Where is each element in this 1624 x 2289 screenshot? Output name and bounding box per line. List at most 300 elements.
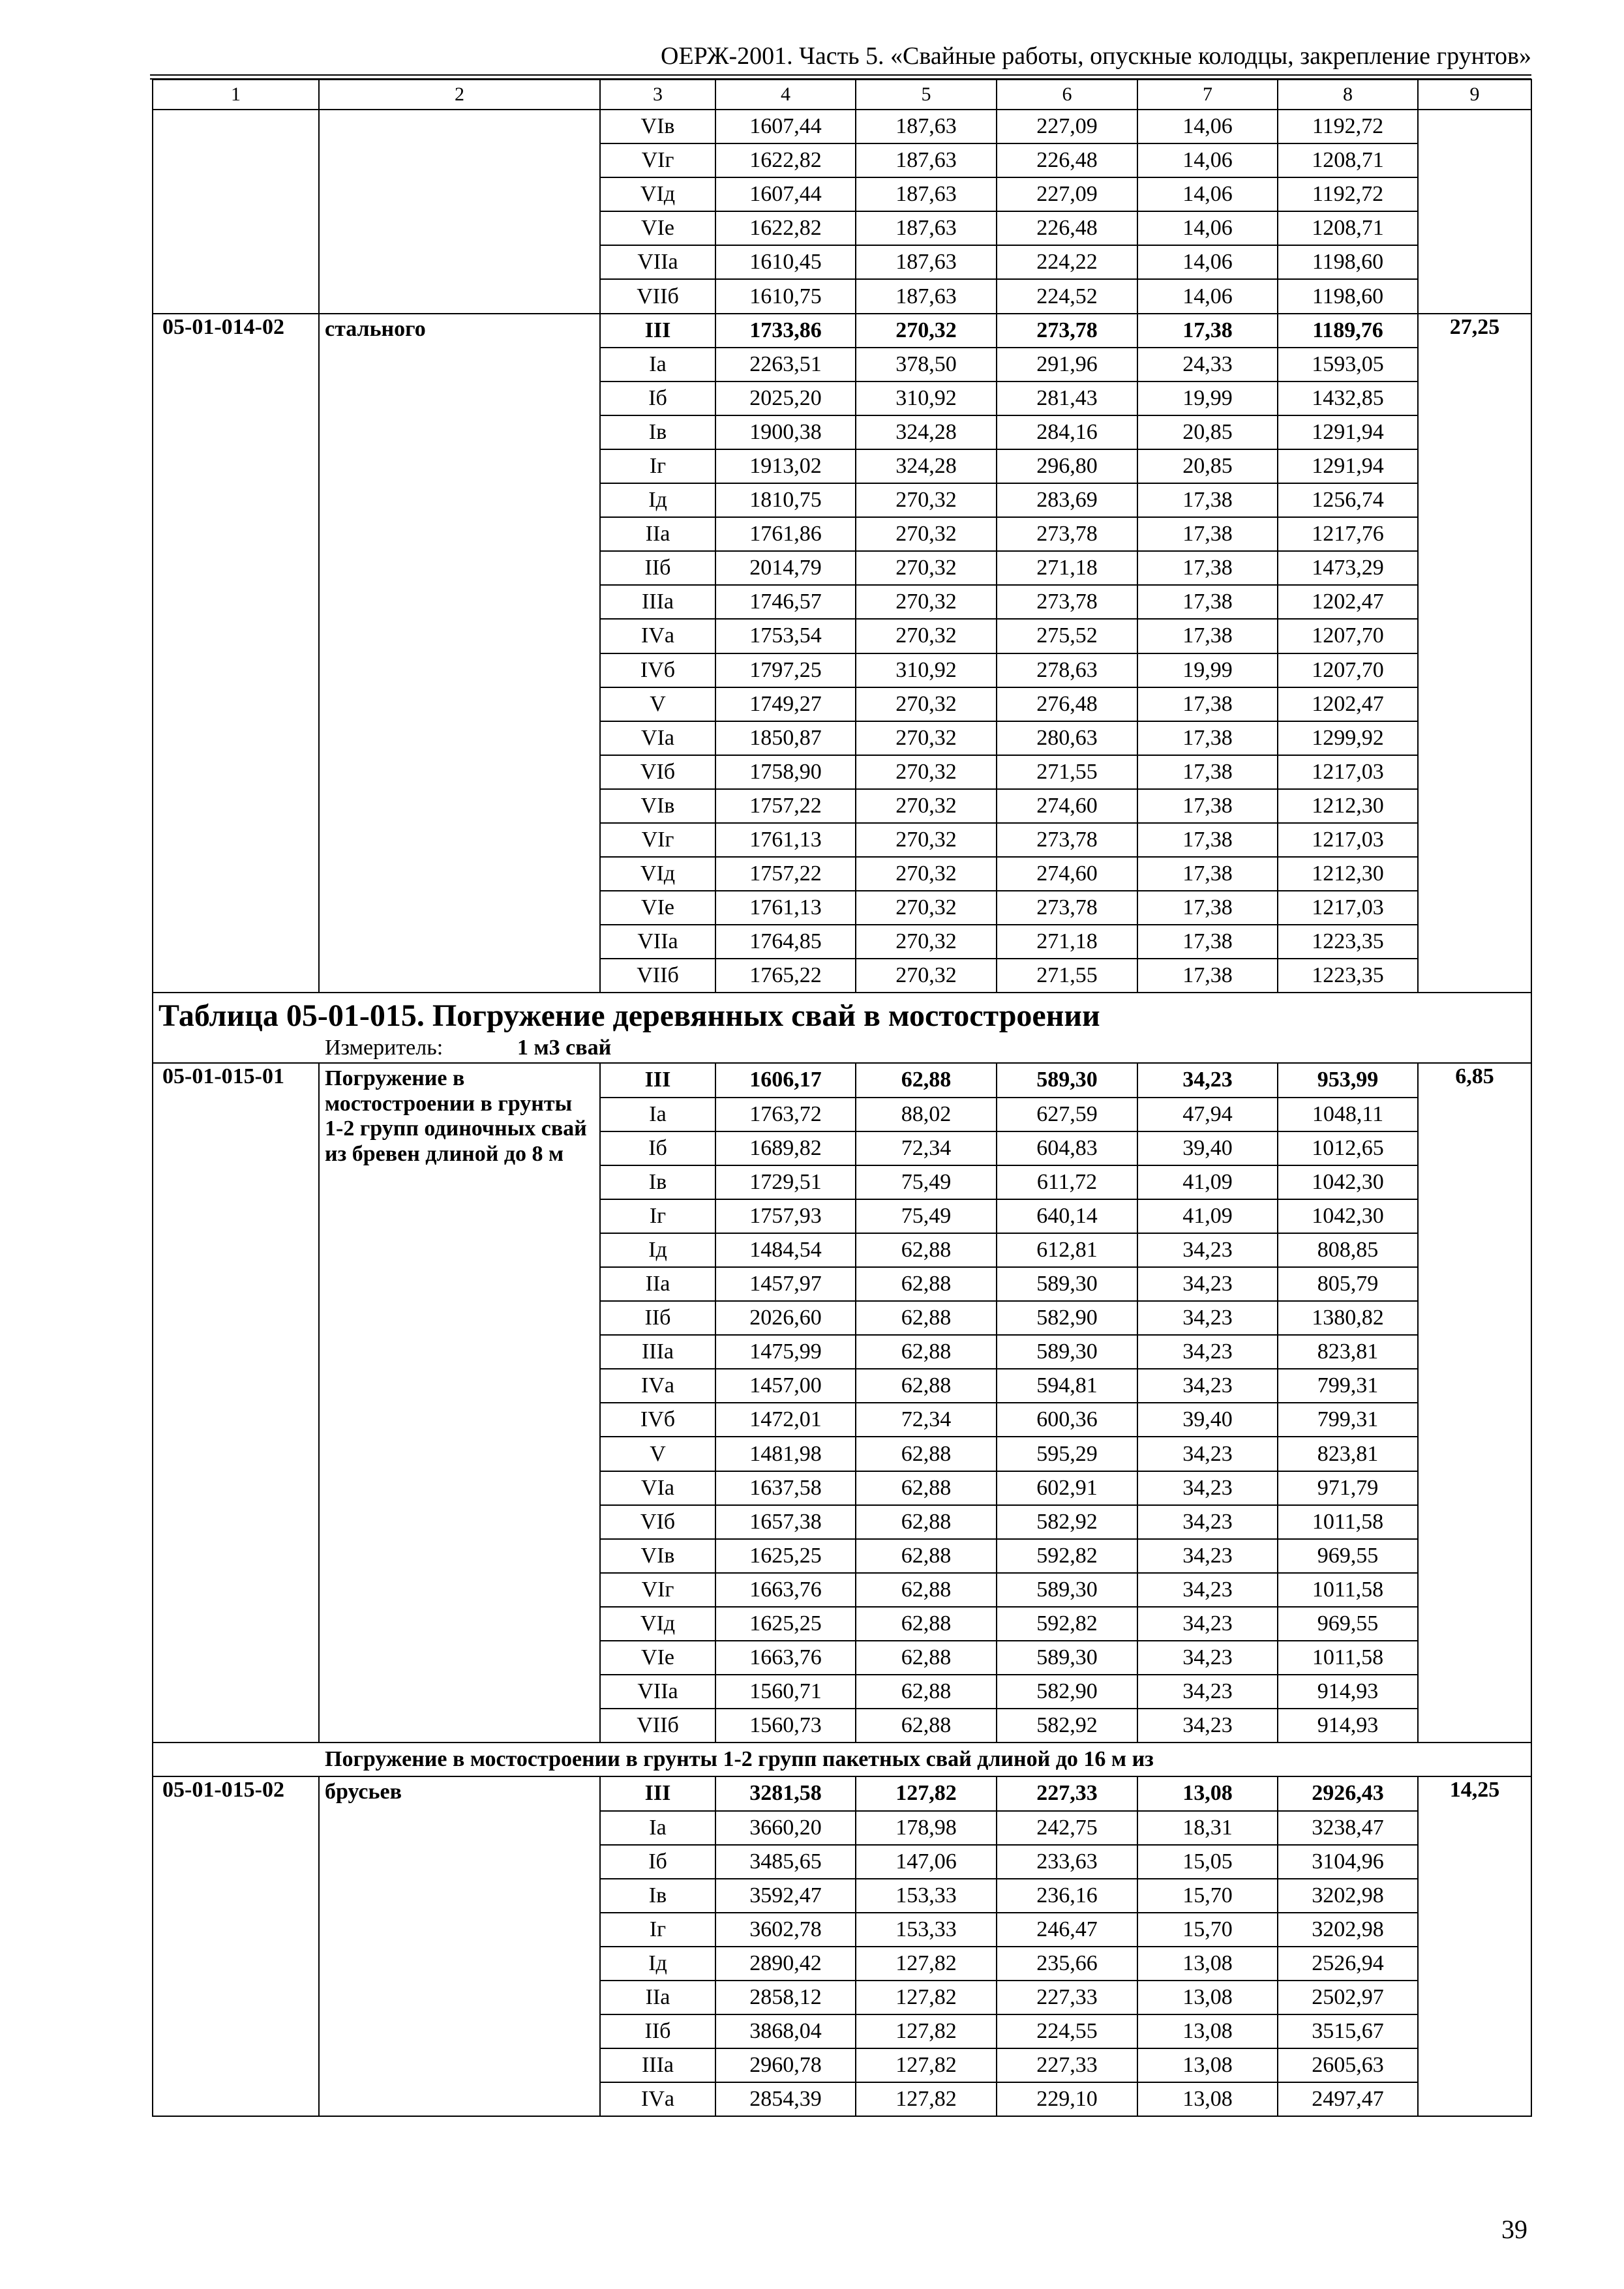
machinist-wages-cell: 19,99: [1137, 653, 1278, 687]
soil-group-cell: VIг: [600, 143, 715, 177]
wages-cell: 127,82: [856, 2082, 997, 2116]
table-row: [153, 314, 1531, 348]
machinist-wages-cell: 13,08: [1137, 2082, 1278, 2116]
soil-group-cell: Iд: [600, 1233, 715, 1267]
soil-group-cell: IIб: [600, 2014, 715, 2048]
soil-group-cell: VIIа: [600, 925, 715, 959]
soil-group-cell: IVб: [600, 653, 715, 687]
machinist-wages-cell: 14,06: [1137, 245, 1278, 279]
wages-cell: 270,32: [856, 687, 997, 721]
machine-cost-cell: 236,16: [997, 1879, 1137, 1913]
material-cost-cell: 1256,74: [1278, 483, 1418, 517]
material-cost-cell: 1217,03: [1278, 755, 1418, 789]
machine-cost-cell: 627,59: [997, 1098, 1137, 1131]
machinist-wages-cell: 41,09: [1137, 1165, 1278, 1199]
machine-cost-cell: 589,30: [997, 1573, 1137, 1607]
direct-cost-cell: 1610,45: [715, 245, 856, 279]
table-title: Таблица 05-01-015. Погружение деревянных свай в мостостроении: [158, 998, 1100, 1034]
material-cost-cell: 3202,98: [1278, 1913, 1418, 1947]
machine-cost-cell: 600,36: [997, 1403, 1137, 1437]
wages-cell: 270,32: [856, 721, 997, 755]
direct-cost-cell: 1625,25: [715, 1539, 856, 1573]
wages-cell: 62,88: [856, 1505, 997, 1539]
direct-cost-cell: 1560,71: [715, 1675, 856, 1709]
soil-group-cell: Iа: [600, 1098, 715, 1131]
material-cost-cell: 1012,65: [1278, 1131, 1418, 1165]
soil-group-cell: III: [600, 314, 715, 348]
material-cost-cell: 971,79: [1278, 1471, 1418, 1505]
material-cost-cell: 1593,05: [1278, 348, 1418, 382]
direct-cost-cell: 1729,51: [715, 1165, 856, 1199]
soil-group-cell: V: [600, 1437, 715, 1471]
machine-cost-cell: 235,66: [997, 1947, 1137, 1981]
machine-cost-cell: 592,82: [997, 1607, 1137, 1641]
wages-cell: 127,82: [856, 2014, 997, 2048]
soil-group-cell: Iг: [600, 1913, 715, 1947]
machine-cost-cell: 227,33: [997, 2048, 1137, 2082]
wages-cell: 270,32: [856, 857, 997, 891]
wages-cell: 127,82: [856, 1776, 997, 1810]
wages-cell: 310,92: [856, 382, 997, 415]
soil-group-cell: VIб: [600, 1505, 715, 1539]
material-cost-cell: 799,31: [1278, 1403, 1418, 1437]
column-number: 5: [856, 80, 997, 110]
soil-group-cell: Iв: [600, 1165, 715, 1199]
machinist-wages-cell: 39,40: [1137, 1131, 1278, 1165]
material-cost-cell: 1299,92: [1278, 721, 1418, 755]
machine-cost-cell: 589,30: [997, 1267, 1137, 1301]
machinist-wages-cell: 14,06: [1137, 110, 1278, 143]
direct-cost-cell: 1757,22: [715, 857, 856, 891]
wages-cell: 127,82: [856, 1981, 997, 2014]
material-cost-cell: 1212,30: [1278, 789, 1418, 823]
rates-table: [152, 79, 1532, 2117]
material-cost-cell: 1291,94: [1278, 449, 1418, 483]
labor-cost-cell: 27,25: [1418, 314, 1531, 993]
soil-group-cell: VIа: [600, 1471, 715, 1505]
direct-cost-cell: 1689,82: [715, 1131, 856, 1165]
machinist-wages-cell: 17,38: [1137, 925, 1278, 959]
direct-cost-cell: 1637,58: [715, 1471, 856, 1505]
machine-cost-cell: 242,75: [997, 1811, 1137, 1845]
soil-group-cell: IIа: [600, 1981, 715, 2014]
header-rule: [150, 74, 1531, 76]
work-name-cell: [319, 110, 600, 314]
wages-cell: 270,32: [856, 517, 997, 551]
soil-group-cell: III: [600, 1776, 715, 1810]
soil-group-cell: VIа: [600, 721, 715, 755]
column-number: 6: [997, 80, 1137, 110]
work-name-cell: брусьев: [319, 1776, 600, 2116]
machine-cost-cell: 226,48: [997, 143, 1137, 177]
subtitle-row: [153, 1743, 1531, 1776]
direct-cost-cell: 1622,82: [715, 143, 856, 177]
machine-cost-cell: 275,52: [997, 619, 1137, 653]
direct-cost-cell: 1746,57: [715, 585, 856, 619]
direct-cost-cell: 1753,54: [715, 619, 856, 653]
machinist-wages-cell: 20,85: [1137, 415, 1278, 449]
material-cost-cell: 1202,47: [1278, 687, 1418, 721]
direct-cost-cell: 1797,25: [715, 653, 856, 687]
material-cost-cell: 2502,97: [1278, 1981, 1418, 2014]
direct-cost-cell: 1457,97: [715, 1267, 856, 1301]
wages-cell: 270,32: [856, 959, 997, 993]
soil-group-cell: IIIа: [600, 585, 715, 619]
direct-cost-cell: 1606,17: [715, 1063, 856, 1097]
rate-code-cell: [153, 110, 319, 314]
material-cost-cell: 805,79: [1278, 1267, 1418, 1301]
material-cost-cell: 1189,76: [1278, 314, 1418, 348]
soil-group-cell: IVа: [600, 619, 715, 653]
material-cost-cell: 799,31: [1278, 1369, 1418, 1403]
machine-cost-cell: 224,52: [997, 279, 1137, 313]
machine-cost-cell: 612,81: [997, 1233, 1137, 1267]
material-cost-cell: 1212,30: [1278, 857, 1418, 891]
machinist-wages-cell: 34,23: [1137, 1437, 1278, 1471]
material-cost-cell: 2497,47: [1278, 2082, 1418, 2116]
soil-group-cell: Iд: [600, 483, 715, 517]
machine-cost-cell: 273,78: [997, 314, 1137, 348]
wages-cell: 62,88: [856, 1437, 997, 1471]
machinist-wages-cell: 34,23: [1137, 1505, 1278, 1539]
soil-group-cell: VIIб: [600, 959, 715, 993]
machinist-wages-cell: 34,23: [1137, 1233, 1278, 1267]
table-row: [153, 1776, 1531, 1810]
machine-cost-cell: 273,78: [997, 517, 1137, 551]
machine-cost-cell: 602,91: [997, 1471, 1137, 1505]
rate-code-cell: 05-01-015-01: [153, 1063, 319, 1743]
machine-cost-cell: 582,90: [997, 1301, 1137, 1335]
machinist-wages-cell: 41,09: [1137, 1199, 1278, 1233]
material-cost-cell: 1291,94: [1278, 415, 1418, 449]
machine-cost-cell: 271,18: [997, 925, 1137, 959]
direct-cost-cell: 1481,98: [715, 1437, 856, 1471]
machine-cost-cell: 273,78: [997, 585, 1137, 619]
machinist-wages-cell: 17,38: [1137, 789, 1278, 823]
soil-group-cell: IIа: [600, 517, 715, 551]
machine-cost-cell: 589,30: [997, 1641, 1137, 1675]
machine-cost-cell: 595,29: [997, 1437, 1137, 1471]
material-cost-cell: 1192,72: [1278, 110, 1418, 143]
table-title-row: [153, 993, 1531, 1063]
wages-cell: 324,28: [856, 449, 997, 483]
direct-cost-cell: 1663,76: [715, 1573, 856, 1607]
wages-cell: 75,49: [856, 1199, 997, 1233]
wages-cell: 270,32: [856, 755, 997, 789]
column-number: 9: [1418, 80, 1531, 110]
wages-cell: 62,88: [856, 1301, 997, 1335]
wages-cell: 62,88: [856, 1675, 997, 1709]
material-cost-cell: 1011,58: [1278, 1573, 1418, 1607]
direct-cost-cell: 1757,22: [715, 789, 856, 823]
direct-cost-cell: 1657,38: [715, 1505, 856, 1539]
wages-cell: 270,32: [856, 314, 997, 348]
wages-cell: 62,88: [856, 1267, 997, 1301]
machinist-wages-cell: 14,06: [1137, 279, 1278, 313]
machinist-wages-cell: 17,38: [1137, 857, 1278, 891]
wages-cell: 187,63: [856, 279, 997, 313]
soil-group-cell: Iг: [600, 1199, 715, 1233]
wages-cell: 127,82: [856, 2048, 997, 2082]
machine-cost-cell: 227,33: [997, 1981, 1137, 2014]
material-cost-cell: 1223,35: [1278, 959, 1418, 993]
machine-cost-cell: 582,90: [997, 1675, 1137, 1709]
direct-cost-cell: 3868,04: [715, 2014, 856, 2048]
material-cost-cell: 1198,60: [1278, 279, 1418, 313]
material-cost-cell: 1048,11: [1278, 1098, 1418, 1131]
column-number: 7: [1137, 80, 1278, 110]
direct-cost-cell: 1913,02: [715, 449, 856, 483]
machine-cost-cell: 227,33: [997, 1776, 1137, 1810]
wages-cell: 270,32: [856, 823, 997, 857]
wages-cell: 270,32: [856, 619, 997, 653]
machinist-wages-cell: 34,23: [1137, 1267, 1278, 1301]
machine-cost-cell: 271,18: [997, 551, 1137, 585]
material-cost-cell: 823,81: [1278, 1335, 1418, 1369]
wages-cell: 178,98: [856, 1811, 997, 1845]
wages-cell: 62,88: [856, 1063, 997, 1097]
machinist-wages-cell: 15,70: [1137, 1879, 1278, 1913]
machine-cost-cell: 224,22: [997, 245, 1137, 279]
material-cost-cell: 1011,58: [1278, 1641, 1418, 1675]
machinist-wages-cell: 17,38: [1137, 891, 1278, 925]
direct-cost-cell: 3602,78: [715, 1913, 856, 1947]
machinist-wages-cell: 18,31: [1137, 1811, 1278, 1845]
soil-group-cell: VIе: [600, 211, 715, 245]
direct-cost-cell: 1610,75: [715, 279, 856, 313]
machinist-wages-cell: 34,23: [1137, 1573, 1278, 1607]
material-cost-cell: 1432,85: [1278, 382, 1418, 415]
wages-cell: 270,32: [856, 483, 997, 517]
soil-group-cell: Iв: [600, 1879, 715, 1913]
material-cost-cell: 1042,30: [1278, 1165, 1418, 1199]
machinist-wages-cell: 34,23: [1137, 1641, 1278, 1675]
material-cost-cell: 1208,71: [1278, 211, 1418, 245]
machinist-wages-cell: 14,06: [1137, 211, 1278, 245]
machine-cost-cell: 224,55: [997, 2014, 1137, 2048]
direct-cost-cell: 3660,20: [715, 1811, 856, 1845]
soil-group-cell: Iб: [600, 382, 715, 415]
machinist-wages-cell: 17,38: [1137, 483, 1278, 517]
machine-cost-cell: 229,10: [997, 2082, 1137, 2116]
machine-cost-cell: 227,09: [997, 110, 1137, 143]
soil-group-cell: IVб: [600, 1403, 715, 1437]
direct-cost-cell: 1472,01: [715, 1403, 856, 1437]
soil-group-cell: Iа: [600, 348, 715, 382]
soil-group-cell: IIа: [600, 1267, 715, 1301]
material-cost-cell: 969,55: [1278, 1539, 1418, 1573]
machine-cost-cell: 233,63: [997, 1845, 1137, 1879]
machine-cost-cell: 273,78: [997, 891, 1137, 925]
unit-row: [158, 1034, 1526, 1062]
machine-cost-cell: 246,47: [997, 1913, 1137, 1947]
wages-cell: 62,88: [856, 1233, 997, 1267]
table-title-cell: [153, 993, 1531, 1063]
soil-group-cell: IIб: [600, 1301, 715, 1335]
machinist-wages-cell: 14,06: [1137, 143, 1278, 177]
material-cost-cell: 1198,60: [1278, 245, 1418, 279]
wages-cell: 62,88: [856, 1607, 997, 1641]
material-cost-cell: 2605,63: [1278, 2048, 1418, 2082]
wages-cell: 127,82: [856, 1947, 997, 1981]
machinist-wages-cell: 13,08: [1137, 1947, 1278, 1981]
soil-group-cell: IIб: [600, 551, 715, 585]
machinist-wages-cell: 34,23: [1137, 1471, 1278, 1505]
direct-cost-cell: 1607,44: [715, 177, 856, 211]
material-cost-cell: 914,93: [1278, 1675, 1418, 1709]
machinist-wages-cell: 17,38: [1137, 823, 1278, 857]
material-cost-cell: 969,55: [1278, 1607, 1418, 1641]
soil-group-cell: IVа: [600, 1369, 715, 1403]
machine-cost-cell: 611,72: [997, 1165, 1137, 1199]
machine-cost-cell: 582,92: [997, 1505, 1137, 1539]
soil-group-cell: IVа: [600, 2082, 715, 2116]
soil-group-cell: VIв: [600, 789, 715, 823]
table-row: [153, 110, 1531, 143]
direct-cost-cell: 1663,76: [715, 1641, 856, 1675]
wages-cell: 62,88: [856, 1471, 997, 1505]
material-cost-cell: 1208,71: [1278, 143, 1418, 177]
soil-group-cell: Iб: [600, 1131, 715, 1165]
direct-cost-cell: 3485,65: [715, 1845, 856, 1879]
direct-cost-cell: 1625,25: [715, 1607, 856, 1641]
soil-group-cell: VIв: [600, 1539, 715, 1573]
material-cost-cell: 2926,43: [1278, 1776, 1418, 1810]
column-number: 1: [153, 80, 319, 110]
work-name-cell: стального: [319, 314, 600, 993]
machine-cost-cell: 227,09: [997, 177, 1137, 211]
machinist-wages-cell: 17,38: [1137, 755, 1278, 789]
material-cost-cell: 1192,72: [1278, 177, 1418, 211]
material-cost-cell: 3515,67: [1278, 2014, 1418, 2048]
material-cost-cell: 953,99: [1278, 1063, 1418, 1097]
machine-cost-cell: 274,60: [997, 857, 1137, 891]
machine-cost-cell: 291,96: [997, 348, 1137, 382]
material-cost-cell: 1217,03: [1278, 891, 1418, 925]
direct-cost-cell: 3281,58: [715, 1776, 856, 1810]
soil-group-cell: VIIа: [600, 245, 715, 279]
labor-cost-cell: 14,25: [1418, 1776, 1531, 2116]
direct-cost-cell: 1758,90: [715, 755, 856, 789]
wages-cell: 378,50: [856, 348, 997, 382]
machinist-wages-cell: 13,08: [1137, 1776, 1278, 1810]
direct-cost-cell: 1607,44: [715, 110, 856, 143]
wages-cell: 270,32: [856, 891, 997, 925]
wages-cell: 187,63: [856, 245, 997, 279]
machinist-wages-cell: 17,38: [1137, 619, 1278, 653]
machinist-wages-cell: 15,70: [1137, 1913, 1278, 1947]
direct-cost-cell: 2854,39: [715, 2082, 856, 2116]
material-cost-cell: 808,85: [1278, 1233, 1418, 1267]
material-cost-cell: 1207,70: [1278, 653, 1418, 687]
direct-cost-cell: 2960,78: [715, 2048, 856, 2082]
machine-cost-cell: 589,30: [997, 1335, 1137, 1369]
material-cost-cell: 1473,29: [1278, 551, 1418, 585]
soil-group-cell: VIб: [600, 755, 715, 789]
soil-group-cell: VIIб: [600, 279, 715, 313]
material-cost-cell: 2526,94: [1278, 1947, 1418, 1981]
column-number: 8: [1278, 80, 1418, 110]
wages-cell: 270,32: [856, 551, 997, 585]
machinist-wages-cell: 17,38: [1137, 314, 1278, 348]
wages-cell: 187,63: [856, 110, 997, 143]
wages-cell: 187,63: [856, 143, 997, 177]
machine-cost-cell: 592,82: [997, 1539, 1137, 1573]
running-header: [150, 40, 1531, 73]
machine-cost-cell: 582,92: [997, 1709, 1137, 1743]
direct-cost-cell: 2890,42: [715, 1947, 856, 1981]
machine-cost-cell: 276,48: [997, 687, 1137, 721]
machine-cost-cell: 604,83: [997, 1131, 1137, 1165]
soil-group-cell: VIе: [600, 891, 715, 925]
material-cost-cell: 1202,47: [1278, 585, 1418, 619]
material-cost-cell: 3202,98: [1278, 1879, 1418, 1913]
machine-cost-cell: 273,78: [997, 823, 1137, 857]
direct-cost-cell: 1810,75: [715, 483, 856, 517]
soil-group-cell: VIг: [600, 1573, 715, 1607]
machinist-wages-cell: 13,08: [1137, 2014, 1278, 2048]
machine-cost-cell: 594,81: [997, 1369, 1137, 1403]
machine-cost-cell: 283,69: [997, 483, 1137, 517]
machinist-wages-cell: 17,38: [1137, 517, 1278, 551]
direct-cost-cell: 2263,51: [715, 348, 856, 382]
wages-cell: 75,49: [856, 1165, 997, 1199]
direct-cost-cell: 1560,73: [715, 1709, 856, 1743]
machine-cost-cell: 271,55: [997, 755, 1137, 789]
material-cost-cell: 1042,30: [1278, 1199, 1418, 1233]
machinist-wages-cell: 14,06: [1137, 177, 1278, 211]
machine-cost-cell: 278,63: [997, 653, 1137, 687]
machinist-wages-cell: 47,94: [1137, 1098, 1278, 1131]
soil-group-cell: VIд: [600, 177, 715, 211]
column-number: 2: [319, 80, 600, 110]
material-cost-cell: 1217,76: [1278, 517, 1418, 551]
column-number-row: [153, 80, 1531, 110]
soil-group-cell: VIд: [600, 857, 715, 891]
material-cost-cell: 3238,47: [1278, 1811, 1418, 1845]
direct-cost-cell: 1475,99: [715, 1335, 856, 1369]
machinist-wages-cell: 39,40: [1137, 1403, 1278, 1437]
rate-code-cell: 05-01-015-02: [153, 1776, 319, 2116]
wages-cell: 62,88: [856, 1335, 997, 1369]
soil-group-cell: IIIа: [600, 1335, 715, 1369]
machine-cost-cell: 281,43: [997, 382, 1137, 415]
wages-cell: 153,33: [856, 1913, 997, 1947]
rate-code-cell: 05-01-014-02: [153, 314, 319, 993]
material-cost-cell: 1217,03: [1278, 823, 1418, 857]
page-number: 39: [1501, 2215, 1527, 2244]
material-cost-cell: 3104,96: [1278, 1845, 1418, 1879]
material-cost-cell: 1207,70: [1278, 619, 1418, 653]
table-row: [153, 1063, 1531, 1097]
soil-group-cell: VIIа: [600, 1675, 715, 1709]
machinist-wages-cell: 34,23: [1137, 1709, 1278, 1743]
wages-cell: 62,88: [856, 1369, 997, 1403]
work-group-subtitle: Погружение в мостостроении в грунты 1-2 групп пакетных свай длиной до 16 м из: [153, 1743, 1531, 1776]
wages-cell: 187,63: [856, 177, 997, 211]
machinist-wages-cell: 34,23: [1137, 1369, 1278, 1403]
wages-cell: 187,63: [856, 211, 997, 245]
soil-group-cell: VIг: [600, 823, 715, 857]
soil-group-cell: III: [600, 1063, 715, 1097]
soil-group-cell: VIв: [600, 110, 715, 143]
machinist-wages-cell: 34,23: [1137, 1063, 1278, 1097]
machinist-wages-cell: 34,23: [1137, 1539, 1278, 1573]
direct-cost-cell: 1761,13: [715, 823, 856, 857]
soil-group-cell: Iг: [600, 449, 715, 483]
wages-cell: 88,02: [856, 1098, 997, 1131]
direct-cost-cell: 1484,54: [715, 1233, 856, 1267]
